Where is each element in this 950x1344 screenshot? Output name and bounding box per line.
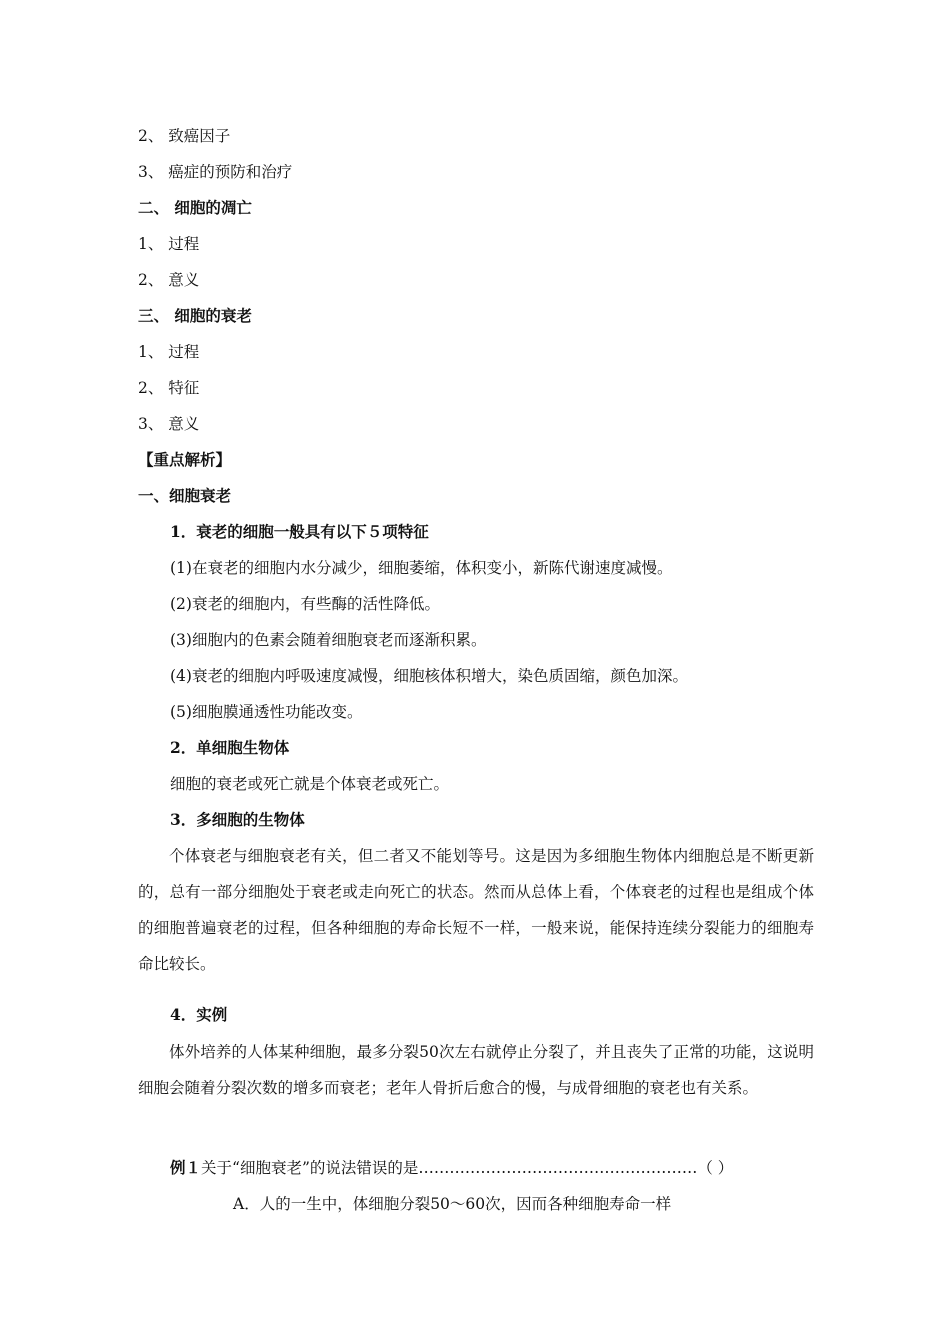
key-analysis-title: 【重点解析】 — [138, 450, 232, 469]
outline-item-process: 1、 过程 — [138, 235, 200, 253]
section-heading-aging: 三、 细胞的衰老 — [138, 306, 252, 325]
subheading-multicellular: 3．多细胞的生物体 — [170, 810, 305, 829]
outline-item-significance: 2、 意义 — [138, 271, 200, 289]
subheading-features: 1．衰老的细胞一般具有以下５项特征 — [170, 522, 429, 541]
subheading-unicellular: 2．单细胞生物体 — [170, 738, 290, 757]
example-question-text: 关于“细胞衰老”的说法错误的是………………………………………………（ ） — [201, 1159, 734, 1177]
example-label: 例１ — [170, 1158, 202, 1177]
outline-item-aging-process: 1、 过程 — [138, 343, 200, 361]
feature-item: (3)细胞内的色素会随着细胞衰老而逐渐积累。 — [170, 631, 487, 649]
subheading-example: 4．实例 — [170, 1005, 228, 1024]
feature-item: (1)在衰老的细胞内水分减少，细胞萎缩，体积变小，新陈代谢速度减慢。 — [170, 559, 673, 577]
feature-item: (5)细胞膜通透性功能改变。 — [170, 703, 363, 721]
outline-item-cancer-prevention: 3、 癌症的预防和治疗 — [138, 163, 293, 181]
feature-item: (2)衰老的细胞内，有些酶的活性降低。 — [170, 595, 440, 613]
unicellular-text: 细胞的衰老或死亡就是个体衰老或死亡。 — [170, 775, 450, 793]
section-heading-apoptosis: 二、 细胞的凋亡 — [138, 198, 252, 217]
analysis-section-heading: 一、细胞衰老 — [138, 486, 232, 505]
multicellular-paragraph: 个体衰老与细胞衰老有关，但二者又不能划等号。这是因为多细胞生物体内细胞总是不断更新的，总有一部分细胞处于衰老或走向死亡的状态。然而从总体上看，个体衰老的过程也是组成个体的细胞普遍衰老的过程，但各种细胞的寿命长短不一样，一般来说，能保持连续分裂能力的细胞寿命比较长。 — [138, 847, 814, 973]
outline-item-carcinogens: 2、 致癌因子 — [138, 127, 231, 145]
outline-item-aging-features: 2、 特征 — [138, 379, 200, 397]
feature-item: (4)衰老的细胞内呼吸速度减慢，细胞核体积增大，染色质固缩，颜色加深。 — [170, 667, 688, 685]
outline-item-aging-significance: 3、 意义 — [138, 415, 200, 433]
option-a: A．人的一生中，体细胞分裂50～60次，因而各种细胞寿命一样 — [233, 1195, 672, 1213]
example-question — [170, 1157, 733, 1179]
example-paragraph: 体外培养的人体某种细胞，最多分裂50次左右就停止分裂了，并且丧失了正常的功能，这说明细胞会随着分裂次数的增多而衰老；老年人骨折后愈合的慢，与成骨细胞的衰老也有关系。 — [138, 1043, 814, 1097]
